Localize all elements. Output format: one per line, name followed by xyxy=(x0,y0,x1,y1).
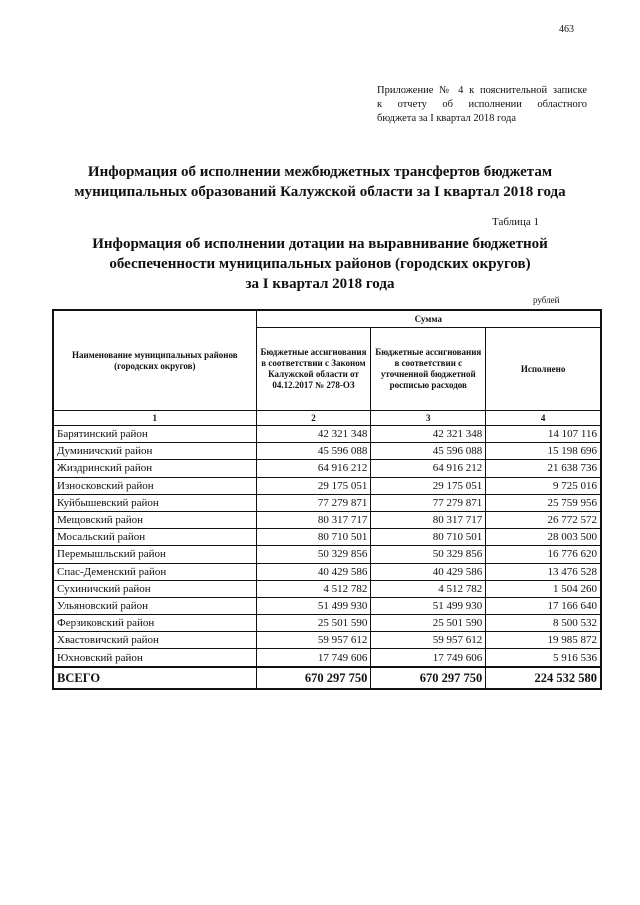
refined-allocation-value: 29 175 051 xyxy=(371,477,486,494)
column-number: 1 xyxy=(53,411,256,426)
law-allocation-value: 51 499 930 xyxy=(256,597,371,614)
column-number: 4 xyxy=(486,411,601,426)
total-label: ВСЕГО xyxy=(53,667,256,689)
law-allocation-value: 40 429 586 xyxy=(256,563,371,580)
table-row xyxy=(53,563,601,580)
district-name: Спас-Деменский район xyxy=(53,563,256,580)
executed-value: 26 772 572 xyxy=(486,511,601,528)
district-name: Перемышльский район xyxy=(53,546,256,563)
district-name: Юхновский район xyxy=(53,649,256,667)
title-line: Информация об исполнении межбюджетных трансфертов бюджетам xyxy=(87,164,553,180)
table-row xyxy=(53,615,601,632)
executed-value: 16 776 620 xyxy=(486,546,601,563)
executed-value: 21 638 736 xyxy=(486,460,601,477)
table-title xyxy=(40,234,600,294)
table-row xyxy=(53,597,601,614)
column-number: 3 xyxy=(371,411,486,426)
executed-value: 1 504 260 xyxy=(486,580,601,597)
refined-allocation-value: 50 329 856 xyxy=(371,546,486,563)
table-row xyxy=(53,426,601,443)
law-allocation-value: 64 916 212 xyxy=(256,460,371,477)
refined-allocation-value: 64 916 212 xyxy=(371,460,486,477)
law-allocation-value: 77 279 871 xyxy=(256,494,371,511)
refined-allocation-value: 4 512 782 xyxy=(371,580,486,597)
executed-value: 13 476 528 xyxy=(486,563,601,580)
district-name: Мещовский район xyxy=(53,511,256,528)
executed-value: 15 198 696 xyxy=(486,443,601,460)
law-allocation-value: 42 321 348 xyxy=(256,426,371,443)
refined-allocation-value: 51 499 930 xyxy=(371,597,486,614)
refined-allocation-value: 40 429 586 xyxy=(371,563,486,580)
header-refined-allocation: Бюджетные ассигнования в соответствии с уточненной бюджетной росписью расходов xyxy=(371,328,486,411)
table-row xyxy=(53,649,601,667)
refined-allocation-value: 80 710 501 xyxy=(371,529,486,546)
refined-allocation-value: 25 501 590 xyxy=(371,615,486,632)
table-row xyxy=(53,580,601,597)
header-executed: Исполнено xyxy=(486,328,601,411)
total-executed: 224 532 580 xyxy=(486,667,601,689)
district-name: Барятинский район xyxy=(53,426,256,443)
law-allocation-value: 80 710 501 xyxy=(256,529,371,546)
subsidy-table xyxy=(52,309,602,690)
total-law-allocation: 670 297 750 xyxy=(256,667,371,689)
law-allocation-value: 29 175 051 xyxy=(256,477,371,494)
district-name: Куйбышевский район xyxy=(53,494,256,511)
executed-value: 28 003 500 xyxy=(486,529,601,546)
law-allocation-value: 50 329 856 xyxy=(256,546,371,563)
title-line: Информация об исполнении дотации на выравнивание бюджетной xyxy=(92,236,548,252)
refined-allocation-value: 45 596 088 xyxy=(371,443,486,460)
refined-allocation-value: 80 317 717 xyxy=(371,511,486,528)
executed-value: 17 166 640 xyxy=(486,597,601,614)
district-name: Хвастовичский район xyxy=(53,632,256,649)
refined-allocation-value: 59 957 612 xyxy=(371,632,486,649)
law-allocation-value: 80 317 717 xyxy=(256,511,371,528)
title-line: обеспеченности муниципальных районов (городских округов) xyxy=(109,256,531,272)
refined-allocation-value: 77 279 871 xyxy=(371,494,486,511)
table-body xyxy=(53,426,601,689)
header-sum: Сумма xyxy=(256,310,601,328)
district-name: Мосальский район xyxy=(53,529,256,546)
executed-value: 5 916 536 xyxy=(486,649,601,667)
executed-value: 19 985 872 xyxy=(486,632,601,649)
document-title xyxy=(40,162,600,202)
appendix-line: Приложение № 4 к пояснительной записке xyxy=(377,85,587,96)
table-row xyxy=(53,494,601,511)
table-row xyxy=(53,443,601,460)
column-number: 2 xyxy=(256,411,371,426)
header-district-name: Наименование муниципальных районов (городских округов) xyxy=(53,310,256,411)
district-name: Жиздринский район xyxy=(53,460,256,477)
executed-value: 9 725 016 xyxy=(486,477,601,494)
refined-allocation-value: 42 321 348 xyxy=(371,426,486,443)
title-line: муниципальных образований Калужской области за I квартал 2018 года xyxy=(74,184,566,200)
law-allocation-value: 25 501 590 xyxy=(256,615,371,632)
executed-value: 14 107 116 xyxy=(486,426,601,443)
executed-value: 25 759 956 xyxy=(486,494,601,511)
appendix-line: к отчету об исполнении областного xyxy=(377,99,587,110)
table-row xyxy=(53,546,601,563)
appendix-note xyxy=(377,84,587,126)
table-row xyxy=(53,529,601,546)
law-allocation-value: 4 512 782 xyxy=(256,580,371,597)
table-row xyxy=(53,632,601,649)
law-allocation-value: 45 596 088 xyxy=(256,443,371,460)
district-name: Сухиничский район xyxy=(53,580,256,597)
appendix-line: бюджета за I квартал 2018 года xyxy=(377,113,516,124)
table-row xyxy=(53,477,601,494)
total-row xyxy=(53,667,601,689)
page-number: 463 xyxy=(559,24,574,35)
district-name: Износковский район xyxy=(53,477,256,494)
district-name: Ульяновский район xyxy=(53,597,256,614)
district-name: Думиничский район xyxy=(53,443,256,460)
district-name: Ферзиковский район xyxy=(53,615,256,632)
title-line: за I квартал 2018 года xyxy=(245,276,395,292)
header-law-allocation: Бюджетные ассигнования в соответствии с Законом Калужской области от 04.12.2017 № 278-ОЗ xyxy=(256,328,371,411)
units-label: рублей xyxy=(533,295,560,305)
table-label: Таблица 1 xyxy=(492,216,540,228)
table-row xyxy=(53,460,601,477)
executed-value: 8 500 532 xyxy=(486,615,601,632)
refined-allocation-value: 17 749 606 xyxy=(371,649,486,667)
law-allocation-value: 17 749 606 xyxy=(256,649,371,667)
table-row xyxy=(53,511,601,528)
law-allocation-value: 59 957 612 xyxy=(256,632,371,649)
total-refined-allocation: 670 297 750 xyxy=(371,667,486,689)
